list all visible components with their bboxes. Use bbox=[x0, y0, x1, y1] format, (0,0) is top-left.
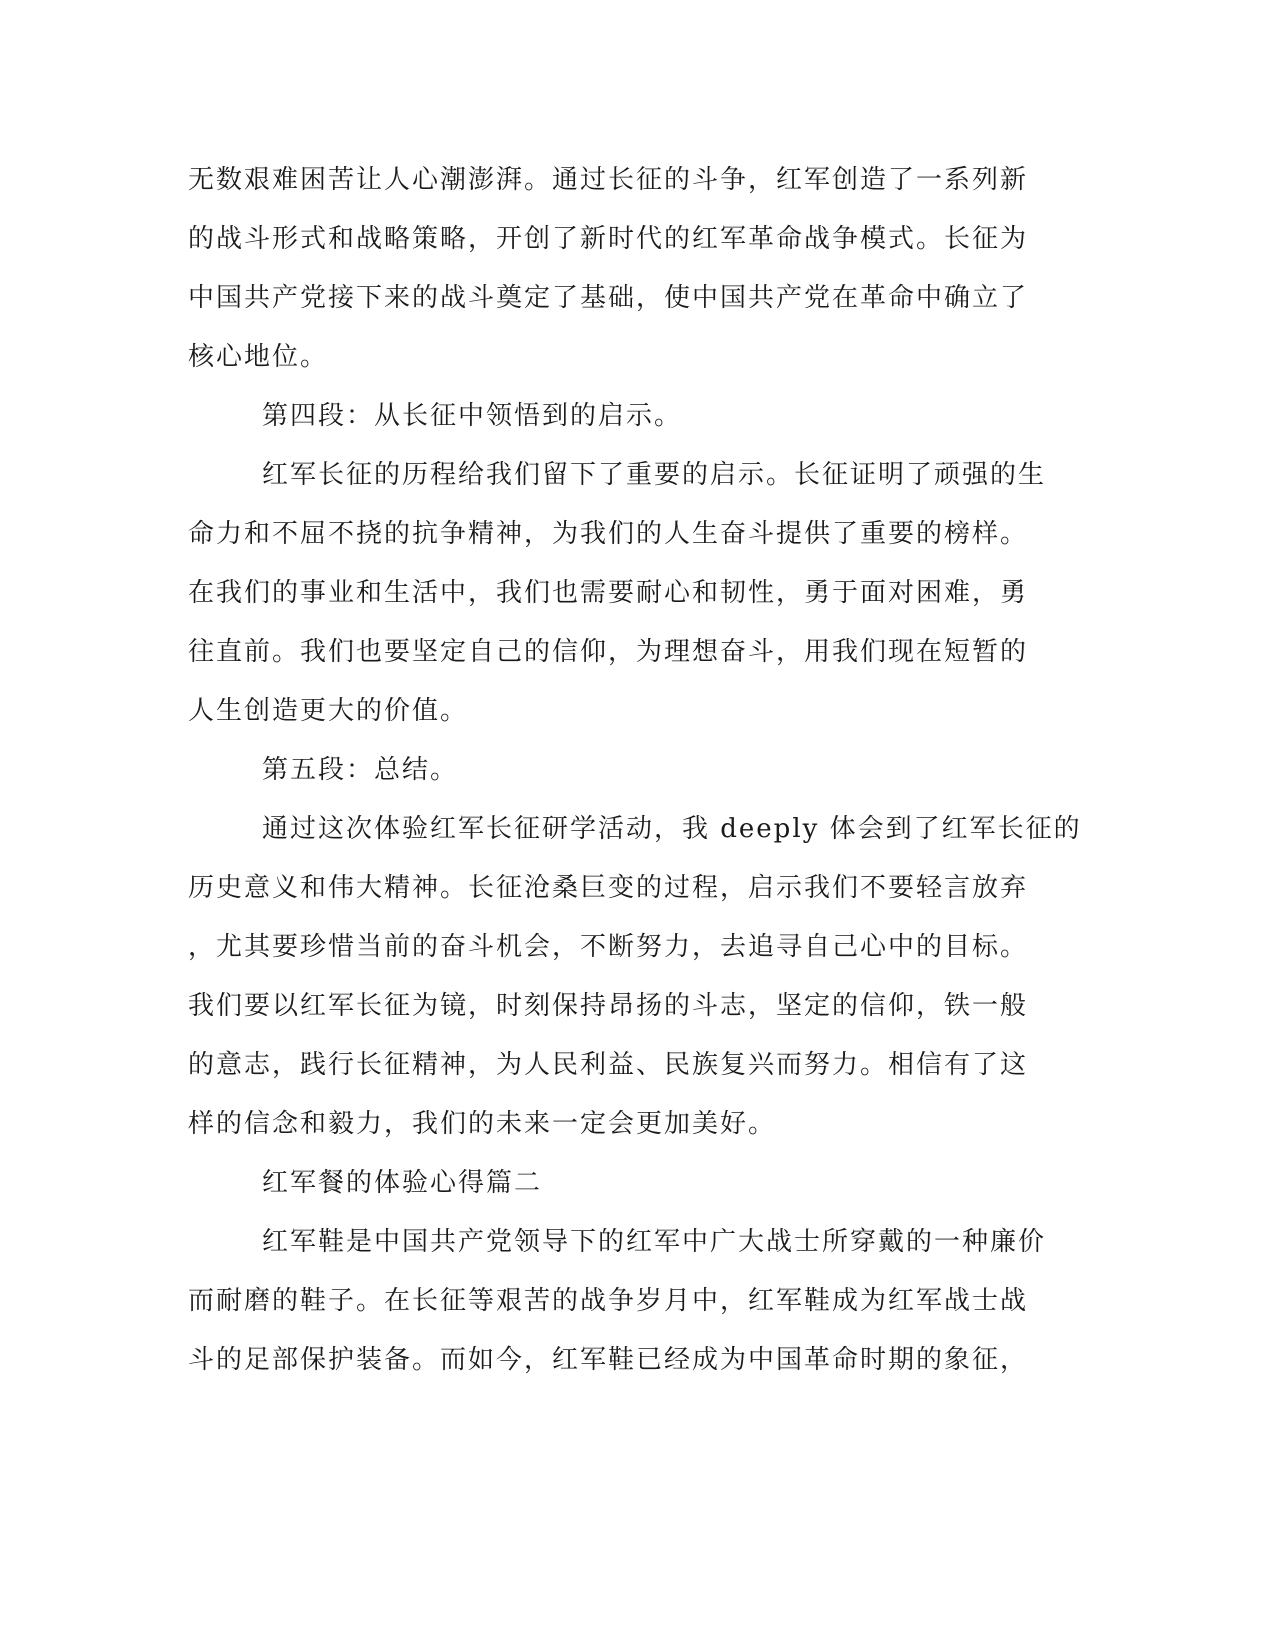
text-line: 无数艰难困苦让人心潮澎湃。通过长征的斗争，红军创造了一系列新 bbox=[188, 165, 1029, 195]
text-line: 历史意义和伟大精神。长征沧桑巨变的过程，启示我们不要轻言放弃 bbox=[188, 873, 1029, 903]
text-line: 命力和不屈不挠的抗争精神，为我们的人生奋斗提供了重要的榜样。 bbox=[188, 519, 1029, 549]
section-heading: 第四段：从长征中领悟到的启示。 bbox=[262, 401, 683, 431]
text-line: ，尤其要珍惜当前的奋斗机会，不断努力，去追寻自己心中的目标。 bbox=[188, 932, 1029, 962]
section-heading: 第五段：总结。 bbox=[262, 755, 459, 785]
text-line: 而耐磨的鞋子。在长征等艰苦的战争岁月中，红军鞋成为红军战士战 bbox=[188, 1286, 1029, 1316]
text-line: 人生创造更大的价值。 bbox=[188, 696, 469, 726]
text-line: 在我们的事业和生活中，我们也需要耐心和韧性，勇于面对困难，勇 bbox=[188, 578, 1029, 608]
text-line: 通过这次体验红军长征研学活动，我 deeply 体会到了红军长征的 bbox=[262, 814, 1082, 844]
text-line: 红军长征的历程给我们留下了重要的启示。长征证明了顽强的生 bbox=[262, 460, 1047, 490]
text-line: 核心地位。 bbox=[188, 342, 329, 372]
text-line: 的意志，践行长征精神，为人民利益、民族复兴而努力。相信有了这 bbox=[188, 1050, 1029, 1080]
text-line: 往直前。我们也要坚定自己的信仰，为理想奋斗，用我们现在短暂的 bbox=[188, 637, 1029, 667]
text-line: 我们要以红军长征为镜，时刻保持昂扬的斗志，坚定的信仰，铁一般 bbox=[188, 991, 1029, 1021]
text-line: 样的信念和毅力，我们的未来一定会更加美好。 bbox=[188, 1109, 777, 1139]
section-heading: 红军餐的体验心得篇二 bbox=[262, 1168, 543, 1198]
text-line: 斗的足部保护装备。而如今，红军鞋已经成为中国革命时期的象征， bbox=[188, 1345, 1029, 1375]
text-line: 红军鞋是中国共产党领导下的红军中广大战士所穿戴的一种廉价 bbox=[262, 1227, 1047, 1257]
text-line: 中国共产党接下来的战斗奠定了基础，使中国共产党在革命中确立了 bbox=[188, 283, 1029, 313]
text-line: 的战斗形式和战略策略，开创了新时代的红军革命战争模式。长征为 bbox=[188, 224, 1029, 254]
